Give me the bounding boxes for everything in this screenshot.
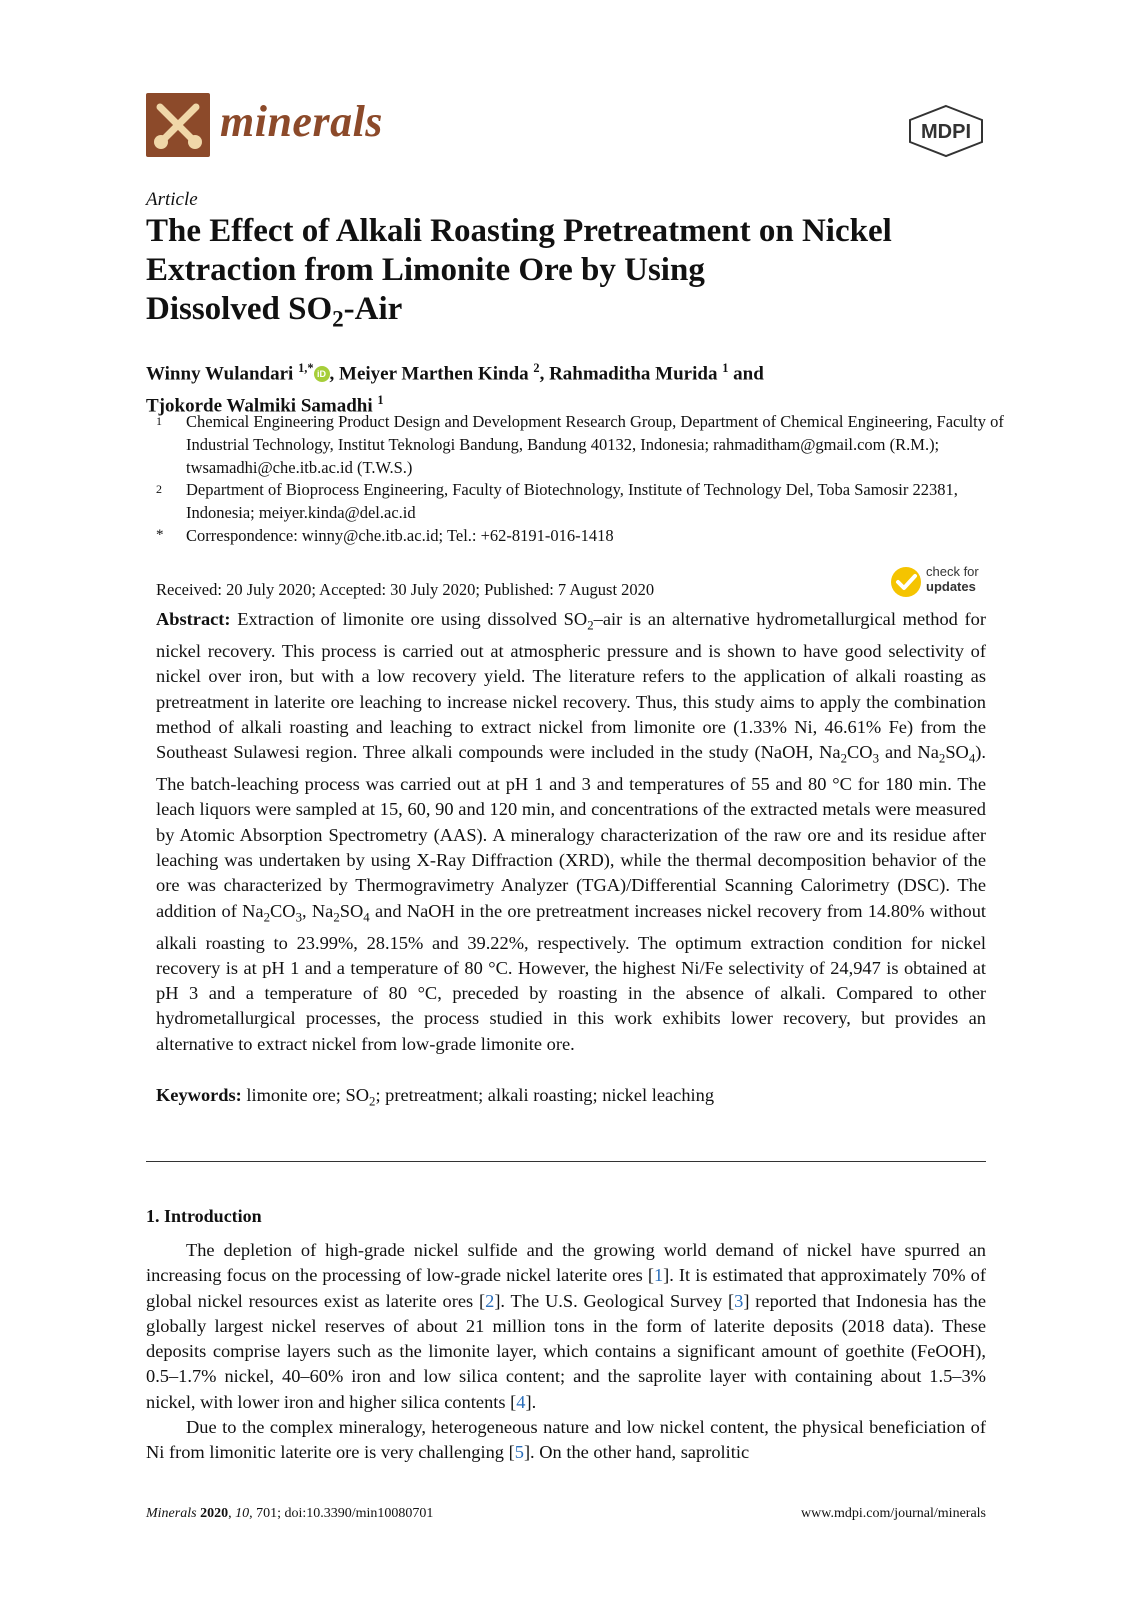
abstract: Abstract: Extraction of limonite ore using dissolved $SO_2$–air is an alternative hydrometallurgical method for nickel recovery. This process is carried out at atmospheric pressure and is shown to have good selectivity of nickel over iron, but with a low recovery yield. The literature refers to the application of alkali roasting as pretreatment in laterite ore leaching to increase nickel recovery. Thus, this study aims to apply the combination method of alkali roasting and leaching to extract nickel from limonite ore (1.33% Ni, 46.61% Fe) from the Southeast Sulawesi region. Three alkali compounds were included in the study (NaOH, $Na_2CO_3$ and $Na_2SO_4$). The batch-leaching process was carried out at pH 1 and 3 and temperatures of 55 and 80 °C for 180 min. The leach liquors were sampled at 15, 60, 90 and 120 min, and concentrations of the extracted metals were measured by Atomic Absorption Spectrometry (AAS). A mineralogy characterization of the raw ore and its residue after leaching was undertaken by using X-Ray Diffraction (XRD), while the thermal decomposition behavior of the ore was characterized by Thermogravimetry Analyzer (TGA)/Differential Scanning Calorimetry (DSC). The addition of $Na_2CO_3$, $Na_2SO_4$ and NaOH in the ore pretreatment increases nickel recovery from 14.80% without alkali roasting to 23.99%, 28.15% and 39.22%, respectively. The optimum extraction condition for nickel recovery is at pH 1 and a temperature of 80 °C. However, the highest Ni/Fe selectivity of 24,947 is obtained at pH 3 and a temperature of 80 °C, preceded by roasting in the absence of alkali. Compared to other hydrometallurgical processes, the process studied in this work exhibits lower recovery, but provides an alternative to extract nickel from low-grade limonite ore. [156,609,986,1054]
citation-link[interactable]: 5 [514,1442,524,1463]
footer-citation: Minerals 2020, 10, 701; doi:10.3390/min10080701 [146,1506,434,1521]
author-name: Tjokorde Walmiki Samadhi [146,395,373,417]
title-line-3: Dissolved $SO_2$-Air [146,291,403,332]
section-heading: 1. Introduction [146,1206,262,1226]
article-type: Article [146,189,198,210]
author-name: Winny Wulandari [146,363,294,385]
citation-link[interactable]: 4 [516,1391,526,1412]
author-list: Winny Wulandari $^{1,*}$ iD , Meiyer Marthen Kinda $^2$, Rahmaditha Murida $^1$ and Tjokorde Walmiki Samadhi $^1$ [146,361,764,417]
journal-logo-icon [146,93,210,157]
title-line-1: The Effect of Alkali Roasting Pretreatment on Nickel [146,213,892,249]
publisher-logo [906,104,986,158]
author-name: , Meiyer Marthen Kinda [329,363,529,385]
publisher-name: MDPI [921,121,971,143]
citation-link[interactable]: 3 [734,1290,744,1311]
introduction-body [146,1238,986,1466]
orcid-icon[interactable]: iD [314,366,330,382]
correspondence: * Correspondence: winny@che.itb.ac.id; Tel.: +62-8191-016-1418 [156,526,614,545]
keywords: Keywords: limonite ore; $SO_2$; pretreatment; alkali roasting; nickel leaching [156,1085,715,1109]
citation-link[interactable]: 1 [653,1265,664,1286]
footer-url[interactable]: www.mdpi.com/journal/minerals [801,1506,986,1521]
citation-link[interactable]: 2 [485,1290,495,1311]
check-for-updates-button[interactable]: check for updates [890,564,990,600]
check-icon [890,566,922,598]
paragraph: Due to the complex mineralogy, heterogeneous nature and low nickel content, the physical beneficiation of Ni from limonitic laterite ore is very challenging [5]. On the other hand, saprolitic [146,1417,986,1463]
article-title [146,212,1006,339]
publication-dates: Received: 20 July 2020; Accepted: 30 July 2020; Published: 7 August 2020 [156,580,655,599]
title-line-2: Extraction from Limonite Ore by Using [146,252,705,288]
affiliation-2: 2 Department of Bioprocess Engineering, Faculty of Biotechnology, Institute of Technology Del, Toba Samosir 22381, Indonesia; meiyer.kinda@del.ac.id [156,480,958,522]
paragraph: The depletion of high-grade nickel sulfide and the growing world demand of nickel have spurred an increasing focus on the processing of low-grade nickel laterite ores [1]. It is estimated that approximately 70% of global nickel resources exist as laterite ores [2]. The U.S. Geological Survey [3] reported that Indonesia has the globally largest nickel reserves of about 21 million tons in the form of laterite deposits (2018 data). These deposits comprise layers such as the limonite layer, which contains a significant amount of goethite (FeOOH), 0.5–1.7% nickel, 40–60% iron and low silica content; and the saprolite layer with containing about 1.5–3% nickel, with lower iron and higher silica contents [4]. [146,1240,986,1412]
affiliation-1: 1 Chemical Engineering Product Design and Development Research Group, Department of Chemical Engineering, Faculty of Industrial Technology, Institut Teknologi Bandung, Bandung 40132, Indonesia; rahmaditham@gmail.com (R.M.); twsamadhi@che.itb.ac.id (T.W.S.) [156,412,1004,477]
author-name: , Rahmaditha Murida [539,363,718,385]
section-divider [146,1161,986,1162]
journal-name: minerals [220,97,383,146]
abstract-label: Abstract: [156,609,231,629]
keywords-label: Keywords: [156,1085,242,1105]
